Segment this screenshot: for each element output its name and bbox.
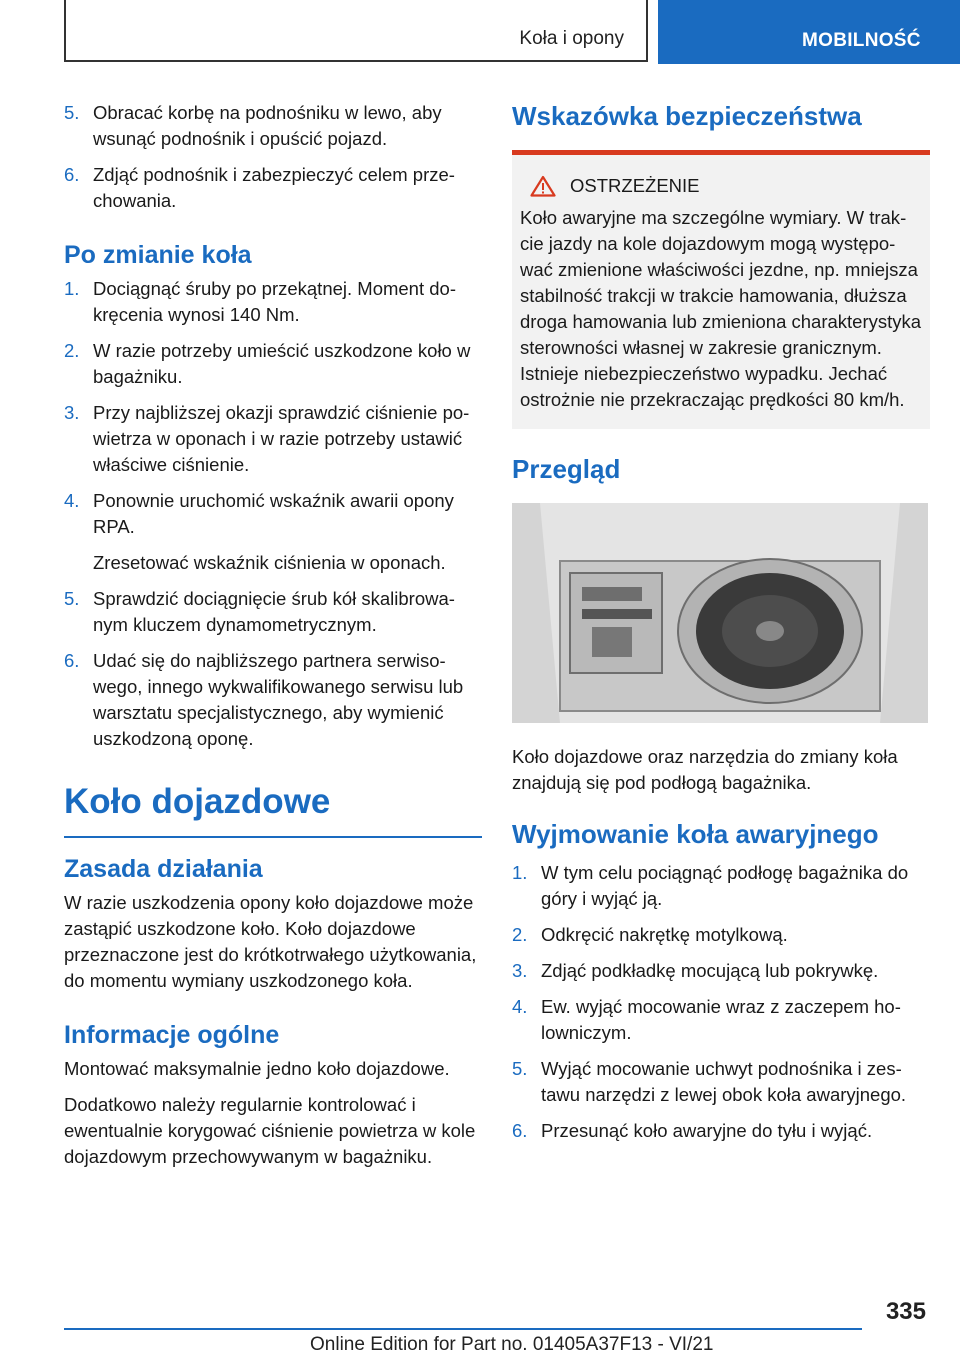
footer-edition-text: Online Edition for Part no. 01405A37F13 - VI/21 (310, 1334, 714, 1355)
list-item (64, 488, 482, 540)
step-number: 1. (64, 278, 80, 299)
step-text: Wyjąć mocowanie uchwyt podnośnika i zestawu narzędzi z lewej obok koła awaryjnego. (541, 1058, 907, 1105)
step-subtext: Zresetować wskaźnik ciśnienia w oponach. (93, 552, 446, 573)
step-text: Ponownie uruchomić wskaźnik awarii opony RPA. (93, 490, 454, 537)
principle-text: W razie uszkodzenia opony koło dojazdowe może zastąpić uszkodzone koło. Koło dojazdowe przeznaczone jest do krótkotrwałego użytkowania, do momentu wymiany uszkodzonego koła. (64, 892, 477, 991)
warning-text: Koło awaryjne ma szczególne wymiary. W trakcie jazdy na kole dojazdowym mogą występować zmienione właściwości jezdne, np. mniejsza stabilność trakcji w trakcie hamowania, dłuższa droga hamowania lub zmieniona charakterystyka sterowności własnej w zakresie granicznym. Istnieje niebezpieczeństwo wypadku. Jechać ostrożnie nie przekraczając prędkości 80 km/h. (520, 207, 922, 410)
overview-heading: Przegląd (512, 454, 621, 484)
list-item (512, 922, 930, 948)
list-item (64, 276, 482, 328)
step-number: 1. (512, 862, 528, 883)
step-text: Przesunąć koło awaryjne do tyłu i wyjąć. (541, 1120, 873, 1141)
header-section-title: Koła i opony (519, 28, 624, 49)
step-number: 3. (512, 960, 528, 981)
step-text: W tym celu pociągnąć podłogę bagażnika do góry i wyjąć ją. (541, 862, 909, 909)
step-text: W razie potrzeby umieścić uszkodzone koło w bagażniku. (93, 340, 471, 387)
footer-divider (64, 1328, 862, 1330)
step-text: Odkręcić nakrętkę motylkową. (541, 924, 788, 945)
step-text: Przy najbliższej okazji sprawdzić ciśnienie powietrza w oponach i w razie potrzeby ustawić właściwe ciśnienie. (93, 402, 470, 475)
header-section-box (64, 0, 648, 62)
right-column (512, 100, 930, 1154)
safety-heading: Wskazówka bezpieczeństwa (512, 101, 862, 131)
spare-wheel-title: Koło dojazdowe (64, 782, 331, 821)
title-divider (64, 836, 482, 838)
list-item (64, 648, 482, 752)
step-number: 2. (64, 340, 80, 361)
list-item (64, 100, 482, 152)
step-text: Udać się do najbliższego partnera serwisowego, innego wykwalifikowanego serwisu lub warsztatu specjalistycznego, aby wymienić uszkodzoną oponę. (93, 650, 464, 749)
general-heading: Informacje ogólne (64, 1021, 280, 1049)
warning-triangle-icon (530, 175, 556, 197)
principle-heading: Zasada działania (64, 855, 263, 883)
step-number: 4. (512, 996, 528, 1017)
list-item (512, 994, 930, 1046)
warning-title: OSTRZEŻENIE (570, 175, 700, 196)
removal-heading: Wyjmowanie koła awaryjnego (512, 819, 879, 849)
list-item (64, 162, 482, 214)
step-number: 6. (64, 164, 80, 185)
step-number: 6. (64, 650, 80, 671)
step-text: Sprawdzić dociągnięcie śrub kół skalibrowanym kluczem dynamometrycznym. (93, 588, 455, 635)
list-item (512, 1118, 930, 1144)
step-number: 6. (512, 1120, 528, 1141)
step-number: 5. (64, 102, 80, 123)
step-text: Obracać korbę na podnośniku w lewo, aby wsunąć podnośnik i opuścić pojazd. (93, 102, 442, 149)
general-paragraph-2: Dodatkowo należy regularnie kontrolować i ewentualnie korygować ciśnienie powietrza w kole dojazdowym przechowywanym w bagażniku. (64, 1094, 476, 1167)
warning-title-row (520, 173, 922, 199)
removal-steps-list (512, 860, 930, 1144)
step-number: 3. (64, 402, 80, 423)
step-number: 4. (64, 490, 80, 511)
overview-caption: Koło dojazdowe oraz narzędzia do zmiany koła znajdują się pod podłogą bagażnika. (512, 746, 898, 793)
after-change-heading: Po zmianie koła (64, 241, 252, 269)
list-item (64, 400, 482, 478)
list-item (64, 586, 482, 638)
header-chapter-tab[interactable]: MOBILNOŚĆ (658, 0, 960, 64)
list-item (64, 338, 482, 390)
step-text: Ew. wyjąć mocowanie wraz z zaczepem holowniczym. (541, 996, 901, 1043)
list-item (512, 958, 930, 984)
list-item (512, 860, 930, 912)
page-number: 335 (885, 1298, 926, 1325)
list-item (512, 1056, 930, 1108)
warning-box (512, 155, 930, 429)
trunk-spare-wheel-image (512, 503, 928, 723)
step-number: 2. (512, 924, 528, 945)
step-number: 5. (64, 588, 80, 609)
step-text: Zdjąć podkładkę mocującą lub pokrywkę. (541, 960, 879, 981)
after-change-list (64, 276, 482, 752)
steps-top-list (64, 100, 482, 214)
step-text: Zdjąć podnośnik i zabezpieczyć celem przechowania. (93, 164, 455, 211)
general-paragraph-1: Montować maksymalnie jedno koło dojazdowe. (64, 1058, 450, 1079)
left-column (64, 100, 482, 1180)
step-text: Dociągnąć śruby po przekątnej. Moment dokręcenia wynosi 140 Nm. (93, 278, 457, 325)
step-number: 5. (512, 1058, 528, 1079)
